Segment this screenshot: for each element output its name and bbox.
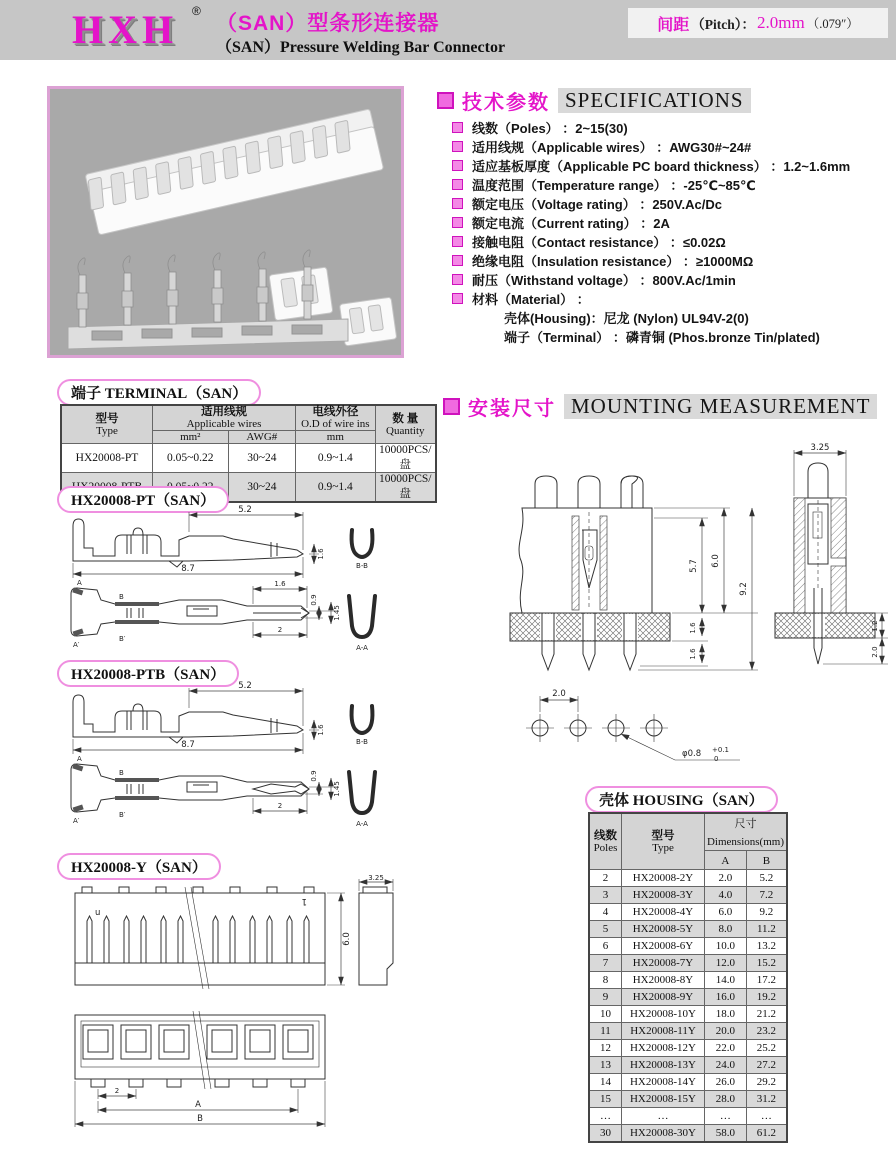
section-square-icon xyxy=(437,92,454,109)
ptb-pill: HX20008-PTB（SAN） xyxy=(57,660,239,687)
svg-text:3.25: 3.25 xyxy=(810,443,830,453)
y-pill: HX20008-Y（SAN） xyxy=(57,853,221,880)
svg-text:A: A xyxy=(77,579,82,587)
svg-text:A′: A′ xyxy=(73,641,80,649)
table-row: 2 HX20008-2Y 2.0 5.2 xyxy=(589,870,787,887)
svg-text:B′: B′ xyxy=(119,635,126,643)
svg-text:6.0: 6.0 xyxy=(711,554,721,568)
table-row: 8 HX20008-8Y 14.0 17.2 xyxy=(589,972,787,989)
svg-text:8.7: 8.7 xyxy=(181,564,195,574)
spec-item: 接触电阻（Contact resistance） ：≤0.02Ω xyxy=(452,232,892,251)
svg-text:B: B xyxy=(197,1114,203,1124)
svg-text:A: A xyxy=(77,755,82,763)
table-row: 7 HX20008-7Y 12.0 15.2 xyxy=(589,955,787,972)
pitch-label-cn: 间距 xyxy=(657,16,690,34)
header-band xyxy=(0,0,896,60)
svg-text:6.0: 6.0 xyxy=(342,932,352,946)
ptb-section-aa xyxy=(349,772,375,828)
bullet-square-icon xyxy=(452,160,463,171)
spec-item: 温度范围（Temperature range） ：-25℃~85℃ xyxy=(452,175,892,194)
table-row: 30~24 0.9~1.4 10000PCS/盘 xyxy=(61,473,436,503)
mounting-drawing xyxy=(490,438,890,770)
svg-text:0.9: 0.9 xyxy=(310,594,318,606)
page-title-cn: （SAN）型条形连接器 xyxy=(216,12,440,35)
section-square-icon xyxy=(443,398,460,415)
bullet-square-icon xyxy=(452,198,463,209)
pitch-box xyxy=(628,8,888,38)
spec-item: 适用线规（Applicable wires） ：AWG30#~24# xyxy=(452,137,892,156)
ptb-section-bb xyxy=(352,706,373,746)
svg-text:+0.1: +0.1 xyxy=(712,746,729,754)
svg-text:1.6: 1.6 xyxy=(317,724,325,736)
svg-text:A: A xyxy=(195,1100,201,1110)
mounting-heading-cn: 安装尺寸 xyxy=(468,398,556,420)
ptb-bottom-view xyxy=(71,755,341,825)
table-row: 13 HX20008-13Y 24.0 27.2 xyxy=(589,1057,787,1074)
bullet-square-icon xyxy=(452,255,463,266)
mounting-front-view xyxy=(510,476,758,670)
svg-text:B: B xyxy=(119,593,124,601)
svg-text:3.25: 3.25 xyxy=(368,875,384,882)
svg-text:A-A: A-A xyxy=(356,644,368,652)
bullet-square-icon xyxy=(452,179,463,190)
spec-item: 绝缘电阻（Insulation resistance） ：≥1000MΩ xyxy=(452,251,892,270)
spec-item: 适应基板厚度（Applicable PC board thickness） ：1.2~1.6mm xyxy=(452,156,892,175)
bullet-square-icon xyxy=(452,236,463,247)
spec-list xyxy=(452,118,892,346)
pt-bottom-view xyxy=(71,579,341,649)
housing-pill: 壳体 HOUSING（SAN） xyxy=(585,786,778,813)
svg-text:8.7: 8.7 xyxy=(181,740,195,750)
pitch-value: 2.0mm xyxy=(756,13,805,32)
svg-text:5.2: 5.2 xyxy=(238,505,252,515)
terminal-table-head: 型号 Type 适用线规 Applicable wires 电线外径 O.D of wire ins 数 量 Quantity mm² AWG# mm xyxy=(61,405,436,444)
table-row: 9 HX20008-9Y 16.0 19.2 xyxy=(589,989,787,1006)
bullet-square-icon xyxy=(452,274,463,285)
svg-text:1.6: 1.6 xyxy=(274,580,286,588)
bullet-square-icon xyxy=(452,293,463,304)
ptb-drawing xyxy=(57,680,387,832)
svg-text:0: 0 xyxy=(714,755,719,763)
svg-text:B-B: B-B xyxy=(356,738,368,746)
table-row: 5 HX20008-5Y 8.0 11.2 xyxy=(589,921,787,938)
svg-text:B′: B′ xyxy=(119,811,126,819)
spec-item: 额定电压（Voltage rating） ：250V.Ac/Dc xyxy=(452,194,892,213)
pt-section-aa xyxy=(349,596,375,652)
product-photo-art xyxy=(50,89,401,355)
pcb-hole-pattern xyxy=(526,689,740,763)
svg-text:φ0.8: φ0.8 xyxy=(682,749,702,759)
svg-text:1.6: 1.6 xyxy=(689,648,697,660)
table-row: … … … … xyxy=(589,1108,787,1125)
spec-item: 耐压（Withstand voltage） ：800V.Ac/1min xyxy=(452,270,892,289)
svg-text:1.45: 1.45 xyxy=(333,781,341,797)
svg-text:1.6: 1.6 xyxy=(317,548,325,560)
pt-pill: HX20008-PT（SAN） xyxy=(57,486,229,513)
spec-item: 额定电流（Current rating） ：2A xyxy=(452,213,892,232)
table-row: 30 HX20008-30Y 58.0 61.2 xyxy=(589,1125,787,1143)
pt-section-bb xyxy=(352,530,373,570)
y-front-view xyxy=(75,887,352,989)
product-photo xyxy=(47,86,404,358)
spec-material-housing: 壳体(Housing)：尼龙 (Nylon) UL94V-2(0) xyxy=(504,311,749,326)
svg-text:1.6: 1.6 xyxy=(689,622,697,634)
pitch-inch: （.079″） xyxy=(806,17,859,31)
spec-item: 线数（Poles） ：2~15(30) xyxy=(452,118,892,137)
table-row: HX20008-PT 0.05~0.22 30~24 0.9~1.4 10000PCS/盘 xyxy=(61,444,436,473)
table-row: 11 HX20008-11Y 20.0 23.2 xyxy=(589,1023,787,1040)
table-row: 10 HX20008-10Y 18.0 21.2 xyxy=(589,1006,787,1023)
svg-text:9.2: 9.2 xyxy=(739,582,749,596)
page-title-en: （SAN）Pressure Welding Bar Connector xyxy=(216,39,506,56)
svg-text:u: u xyxy=(95,908,101,918)
table-row: 12 HX20008-12Y 22.0 25.2 xyxy=(589,1040,787,1057)
svg-text:0.9: 0.9 xyxy=(310,770,318,782)
spec-item: 材料（Material） ： xyxy=(452,289,892,308)
housing-table-head: 线数 Poles 型号 Type 尺寸 Dimensions(mm) A B xyxy=(589,813,787,870)
svg-text:B-B: B-B xyxy=(356,562,368,570)
svg-text:5.7: 5.7 xyxy=(689,559,699,573)
svg-text:2: 2 xyxy=(114,1087,120,1095)
bullet-square-icon xyxy=(452,122,463,133)
specifications-heading-en: SPECIFICATIONS xyxy=(558,88,751,113)
y-side-view xyxy=(359,875,393,985)
registered-mark: ® xyxy=(192,4,201,18)
table-row: 6 HX20008-6Y 10.0 13.2 xyxy=(589,938,787,955)
housing-table xyxy=(588,812,788,1143)
bullet-square-icon xyxy=(452,141,463,152)
svg-text:B: B xyxy=(119,769,124,777)
table-row: 4 HX20008-4Y 6.0 9.2 xyxy=(589,904,787,921)
specifications-heading xyxy=(437,86,751,115)
specifications-heading-cn: 技术参数 xyxy=(462,92,550,114)
svg-text:5.2: 5.2 xyxy=(238,681,252,691)
table-row: 14 HX20008-14Y 26.0 29.2 xyxy=(589,1074,787,1091)
pt-drawing xyxy=(57,504,387,656)
ptb-side-view xyxy=(73,681,325,754)
svg-text:2: 2 xyxy=(277,626,283,634)
svg-text:2.0: 2.0 xyxy=(552,689,566,699)
svg-text:2: 2 xyxy=(277,802,283,810)
y-drawing xyxy=(57,875,397,1131)
mounting-heading xyxy=(443,392,877,421)
spec-material-terminal: 端子（Terminal） ：磷青铜 (Phos.bronze Tin/plated) xyxy=(504,330,820,345)
pitch-label-en: （Pitch）： xyxy=(691,17,755,32)
pt-side-view xyxy=(73,505,325,578)
bullet-square-icon xyxy=(452,217,463,228)
svg-text:1.2: 1.2 xyxy=(871,620,879,632)
table-row: 3 HX20008-3Y 4.0 7.2 xyxy=(589,887,787,904)
svg-text:A′: A′ xyxy=(73,817,80,825)
table-row: 15 HX20008-15Y 28.0 31.2 xyxy=(589,1091,787,1108)
brand-logo: HXH xyxy=(72,7,179,52)
svg-text:1.45: 1.45 xyxy=(333,605,341,621)
housing-table-body xyxy=(589,870,787,1143)
y-bottom-view xyxy=(75,1011,325,1127)
terminal-pill: 端子 TERMINAL（SAN） xyxy=(57,379,261,406)
mounting-heading-en: MOUNTING MEASUREMENT xyxy=(564,394,877,419)
svg-text:1: 1 xyxy=(301,896,307,906)
svg-text:2.0: 2.0 xyxy=(871,646,879,658)
svg-text:A-A: A-A xyxy=(356,820,368,828)
mounting-side-view xyxy=(775,443,888,664)
